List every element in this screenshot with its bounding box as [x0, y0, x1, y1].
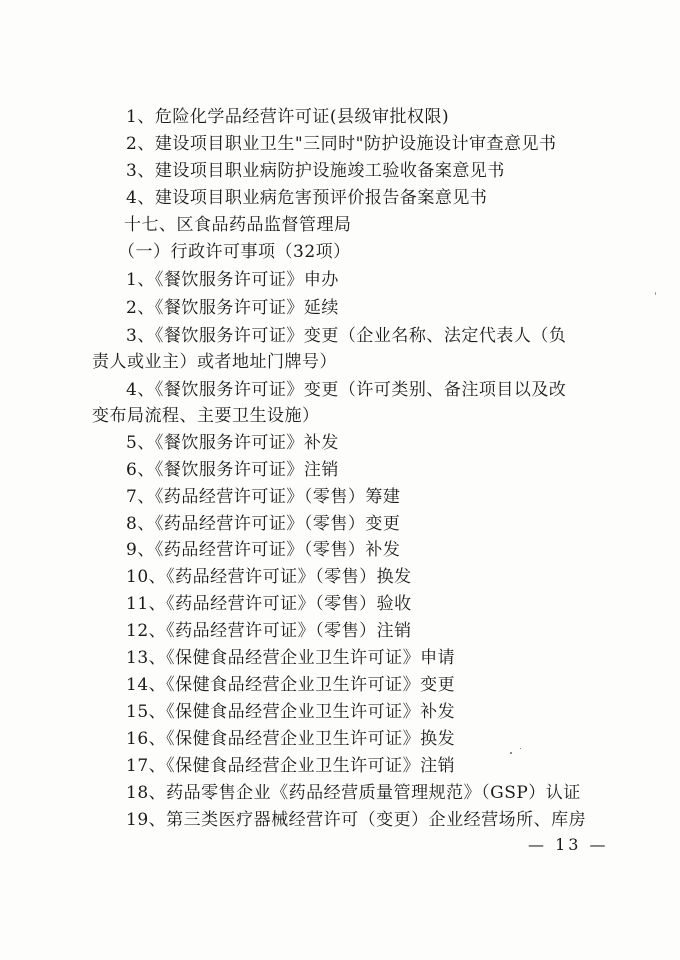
- text-line: 3、建设项目职业病防护设施竣工验收备案意见书: [126, 161, 505, 181]
- text-line: 16、《保健食品经营企业卫生许可证》换发: [126, 729, 456, 749]
- text-line: 7、《药品经营许可证》（零售）筹建: [126, 487, 401, 507]
- text-line: 10、《药品经营许可证》（零售）换发: [126, 567, 412, 587]
- scan-speck: [520, 748, 521, 749]
- text-line: 3、《餐饮服务许可证》变更（企业名称、法定代表人（负: [126, 326, 567, 346]
- subsection-heading: （一）行政许可事项（32项）: [118, 242, 351, 262]
- text-line: 5、《餐饮服务许可证》补发: [126, 433, 339, 453]
- text-line: 2、《餐饮服务许可证》延续: [126, 298, 339, 318]
- text-line: 19、第三类医疗器械经营许可（变更）企业经营场所、库房: [126, 810, 587, 830]
- text-line: 11、《药品经营许可证》（零售）验收: [126, 594, 412, 614]
- text-line: 17、《保健食品经营企业卫生许可证》注销: [126, 756, 456, 776]
- text-line: 9、《药品经营许可证》（零售）补发: [126, 540, 401, 560]
- text-line: 15、《保健食品经营企业卫生许可证》补发: [126, 702, 456, 722]
- text-line: 18、药品零售企业《药品经营质量管理规范》（GSP）认证: [126, 783, 581, 803]
- text-line: 4、《餐饮服务许可证》变更（许可类别、备注项目以及改: [126, 380, 567, 400]
- text-line: 4、建设项目职业病危害预评价报告备案意见书: [126, 188, 488, 208]
- text-line: 13、《保健食品经营企业卫生许可证》申请: [126, 648, 456, 668]
- scan-speck: [510, 752, 512, 754]
- scan-speck: [655, 292, 656, 295]
- text-line: 1、危险化学品经营许可证(县级审批权限): [126, 107, 450, 127]
- page-number: — 13 —: [528, 835, 609, 854]
- text-line: 12、《药品经营许可证》（零售）注销: [126, 621, 412, 641]
- text-line: 14、《保健食品经营企业卫生许可证》变更: [126, 675, 456, 695]
- text-line: 责人或业主）或者地址门牌号）: [92, 352, 337, 372]
- section-heading: 十七、区食品药品监督管理局: [124, 215, 352, 235]
- text-line: 8、《药品经营许可证》（零售）变更: [126, 514, 401, 534]
- text-line: 6、《餐饮服务许可证》注销: [126, 460, 339, 480]
- text-line: 2、建设项目职业卫生"三同时"防护设施设计审查意见书: [126, 134, 557, 154]
- text-line: 1、《餐饮服务许可证》申办: [126, 270, 339, 290]
- text-line: 变布局流程、主要卫生设施）: [92, 406, 320, 426]
